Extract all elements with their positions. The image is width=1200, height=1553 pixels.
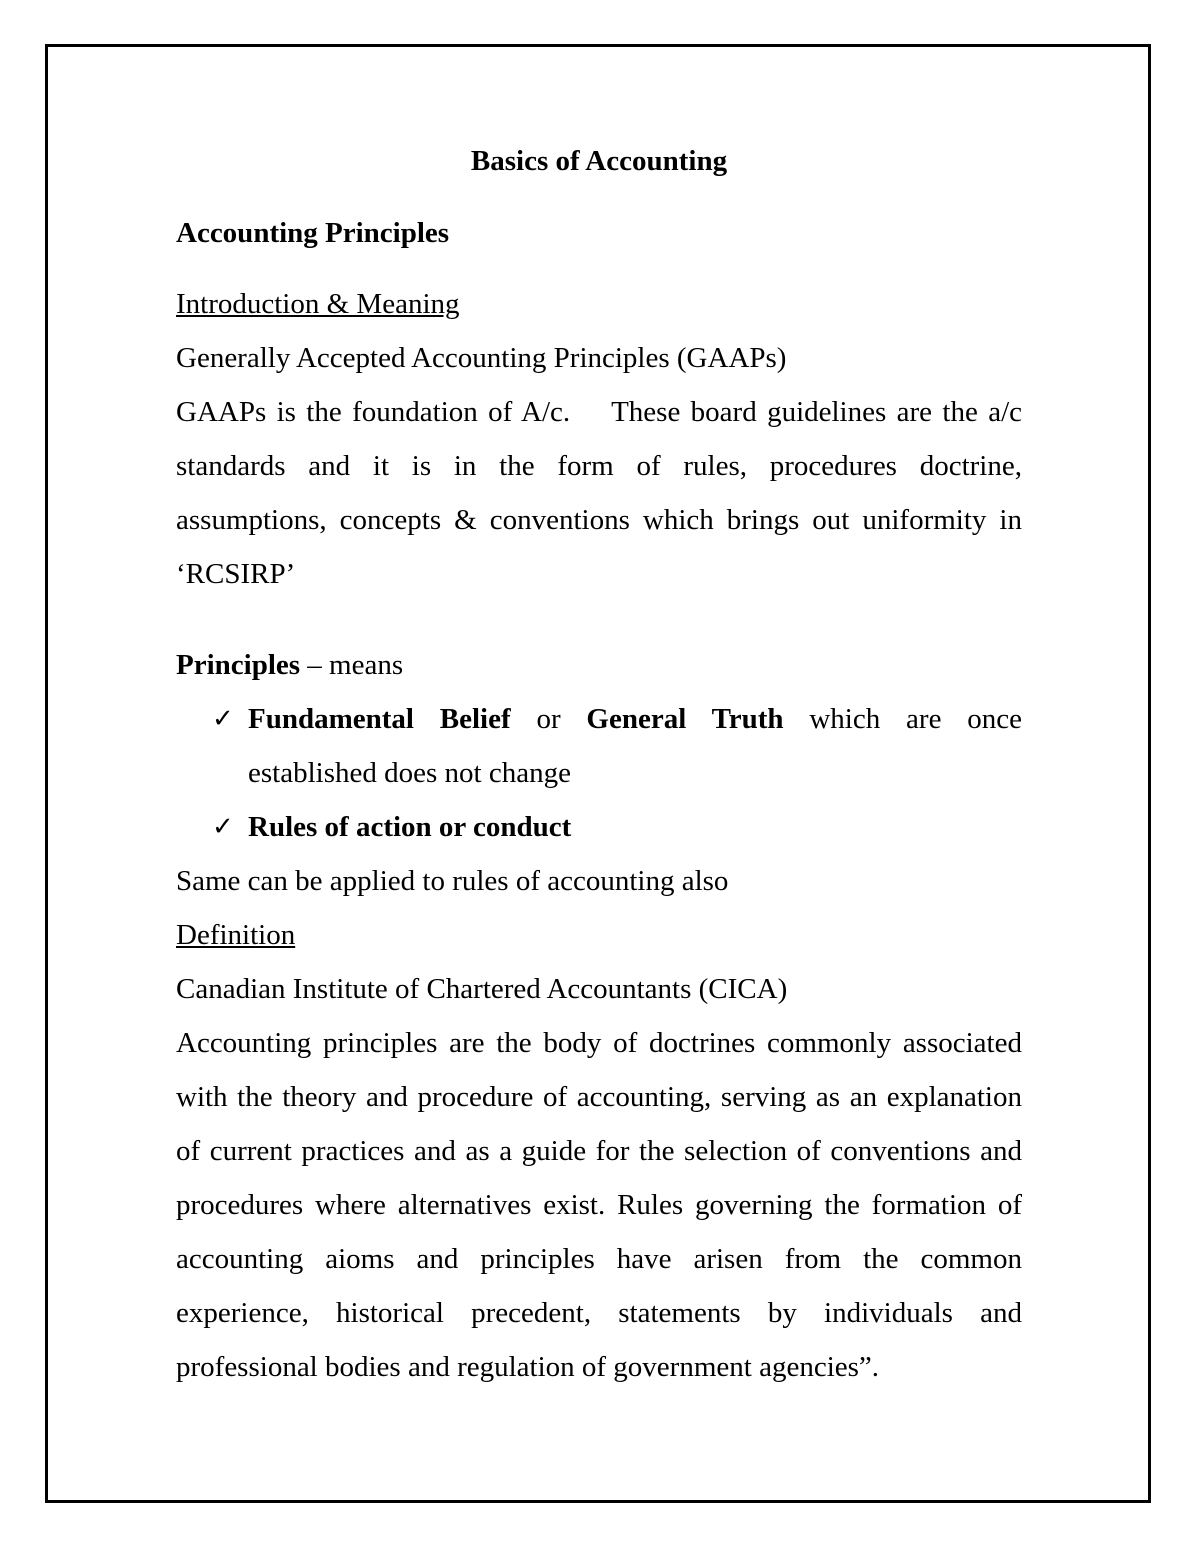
bullet-term: General Truth xyxy=(586,703,784,735)
checkmark-icon: ✓ xyxy=(212,704,234,734)
principles-label: Principles xyxy=(176,649,301,681)
gaap-paragraph: GAAPs is the foundation of A/c. These board guidelines are the a/c standards and it is in the form of rules, procedures doctrine, assumptions, concepts & conventions which brings out uniformity in ‘RCSIRP’ xyxy=(176,396,1030,590)
intro-heading: Introduction & Meaning xyxy=(176,288,460,320)
gaap-line: Generally Accepted Accounting Principles (GAAPs) xyxy=(176,342,787,374)
bullet-text: which are once established does not change xyxy=(248,703,1022,789)
list-item xyxy=(176,800,1022,854)
document-body xyxy=(176,133,1030,1394)
list-item xyxy=(176,692,1022,800)
section-heading: Accounting Principles xyxy=(176,217,450,249)
bullet-term: Fundamental Belief xyxy=(248,703,511,735)
definition-paragraph: Accounting principles are the body of doctrines commonly associated with the theory and procedure of accounting, serving as an explanation of current practices and as a guide for the selection of conventions and procedures where alternatives exist. Rules governing the formation of accounting aioms and principles have arisen from the common experience, historical precedent, statements by individuals and professional bodies and regulation of government agencies”. xyxy=(176,1027,1022,1383)
checkmark-icon: ✓ xyxy=(212,812,234,842)
same-line: Same can be applied to rules of accounting also xyxy=(176,865,729,897)
bullet-joiner: or xyxy=(510,703,587,735)
principles-line xyxy=(176,638,1022,692)
bullet-term: Rules of action or conduct xyxy=(248,811,572,843)
cica-line: Canadian Institute of Chartered Accountants (CICA) xyxy=(176,973,788,1005)
document-title: Basics of Accounting xyxy=(470,145,728,177)
principles-suffix: – means xyxy=(300,649,404,681)
definition-heading: Definition xyxy=(176,919,296,951)
